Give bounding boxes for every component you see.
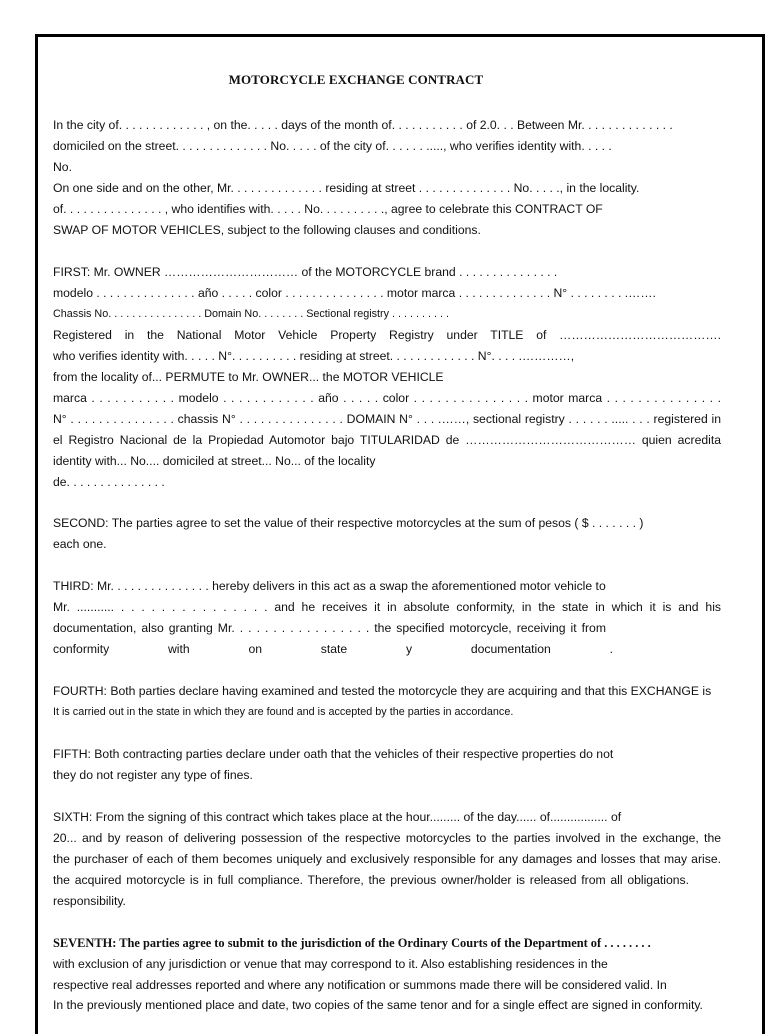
text-line: conformity with on state y documentation . — [53, 642, 613, 656]
text-line: respective real addresses reported and where any notification or summons made there will be considered valid. In — [53, 978, 667, 992]
text-line: SWAP OF MOTOR VEHICLES, subject to the following clauses and conditions. — [53, 223, 481, 237]
text-line: N° . . . . . . . . . . . . . . . chassis N° . . . . . . . . . . . . . . . DOMAIN N° . . . .……, sectional registry . . . . . . ..... . . . registered in — [53, 412, 721, 426]
text-line: with exclusion of any jurisdiction or venue that may correspond to it. Also establishing residences in the — [53, 957, 608, 971]
text-line: of. . . . . . . . . . . . . . . , who identifies with. . . . . No. . . . . . . . . ., agree to celebrate this CONTRACT OF — [53, 202, 603, 216]
clause-seventh: SEVENTH: The parties agree to submit to the jurisdiction of the Ordinary Courts of the Department of . . . . . . . . — [53, 936, 651, 950]
text-line: In the city of. . . . . . . . . . . . . , on the. . . . . days of the month of. . . . . . . . . . . of 2.0. . . Between Mr. . . . . . . . . . . . . . — [53, 118, 673, 132]
text-line: who verifies identity with. . . . . N°. . . . . . . . . . residing at street. . . . . . . . . . . . . N°. . . . .…………, — [53, 349, 575, 363]
text-line: On one side and on the other, Mr. . . . . . . . . . . . . . residing at street . . . . . . . . . . . . . . No. . . . ., in the locality. — [53, 181, 640, 195]
text-line: de. . . . . . . . . . . . . . . — [53, 475, 165, 489]
text-line: identity with... No.... domiciled at street... No... of the locality — [53, 454, 376, 468]
text-line: Registered in the National Motor Vehicle Property Registry under TITLE of …………………………………. — [53, 328, 721, 342]
text-line: In the previously mentioned place and date, two copies of the same tenor and for a single effect are signed in conformity. — [53, 998, 703, 1012]
text-line: 20... and by reason of delivering possession of the respective motorcycles to the parties involved in the exchange, the — [53, 831, 721, 845]
text-line: the purchaser of each of them becomes uniquely and exclusively responsible for any damages and losses that may arise. — [53, 852, 721, 866]
contract-title: MOTORCYCLE EXCHANGE CONTRACT — [228, 72, 484, 87]
text-line: each one. — [53, 537, 107, 551]
text-line: It is carried out in the state in which they are found and is accepted by the parties in accordance. — [53, 706, 514, 718]
clause-sixth: SIXTH: From the signing of this contract which takes place at the hour......... of the day...... of................. of — [53, 810, 622, 824]
text-line: domiciled on the street. . . . . . . . . . . . . . No. . . . . of the city of. . . . . . ....., who verifies identity with. . . . . — [53, 139, 612, 153]
text-line: the acquired motorcycle is in full compliance. Therefore, the previous owner/holder is released from all obligations. — [53, 873, 689, 887]
text-line: el Registro Nacional de la Propiedad Automotor bajo TITULARIDAD de …………………………………… quien acredita — [53, 433, 721, 447]
text-line: from the locality of... PERMUTE to Mr. OWNER... the MOTOR VEHICLE — [53, 370, 444, 384]
text-line: documentation, also granting Mr. . . . . . . . . . . . . . . . . the specified motorcycle, receiving it from — [53, 621, 606, 635]
text-line: they do not register any type of fines. — [53, 768, 253, 782]
text-line: Chassis No. . . . . . . . . . . . . . . . Domain No. . . . . . . . Sectional registry . . . . . . . . . . — [53, 308, 450, 320]
clause-fifth: FIFTH: Both contracting parties declare under oath that the vehicles of their respective properties do not — [53, 747, 614, 761]
clause-third: THIRD: Mr. . . . . . . . . . . . . . . hereby delivers in this act as a swap the aforementioned motor vehicle to — [53, 579, 606, 593]
text-line: responsibility. — [53, 894, 126, 908]
text-line: Mr. ........... . . . . . . . . . . . . . . . and he receives it in absolute conformity, in the state in which it is and his — [53, 600, 721, 614]
clause-first: FIRST: Mr. OWNER …………………………… of the MOTORCYCLE brand . . . . . . . . . . . . . . . — [53, 265, 558, 279]
clause-fourth: FOURTH: Both parties declare having examined and tested the motorcycle they are acquiring and that this EXCHANGE is — [53, 684, 712, 698]
clause-second: SECOND: The parties agree to set the value of their respective motorcycles at the sum of pesos ( $ . . . . . . . ) — [53, 516, 644, 530]
text-line: modelo . . . . . . . . . . . . . . . año . . . . . color . . . . . . . . . . . . . . . motor marca . . . . . . . . . . . . . . N° . . . . . . . . .……. — [53, 286, 656, 300]
text-line: marca . . . . . . . . . . . modelo . . . . . . . . . . . . año . . . . . color . . . . . . . . . . . . . . . motor marca . . . . . . . . . . . . . . . — [53, 391, 721, 405]
text-line: No. — [53, 160, 72, 174]
